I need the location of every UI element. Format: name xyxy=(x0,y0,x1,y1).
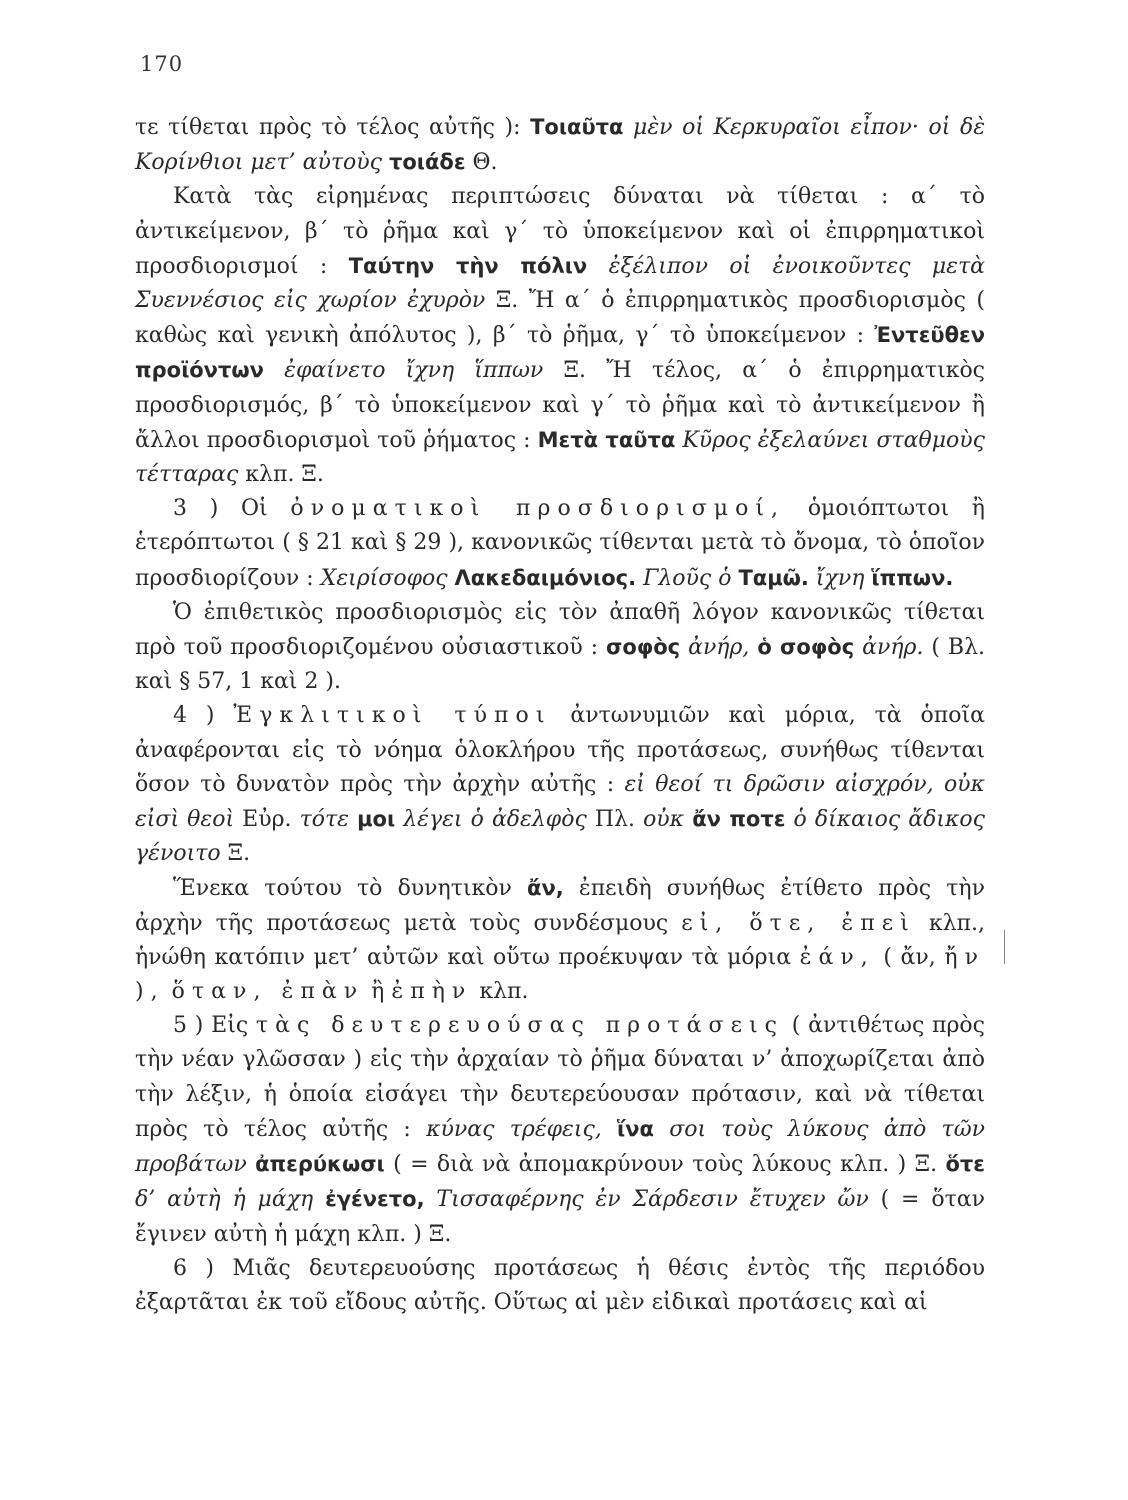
italic-quote: ἐξέλιπον οἱ ἐνοικοῦντες μετὰ Συεννέσιος εἰς χωρίον ἐχυρὸν xyxy=(135,253,985,314)
bold-term: ὅτε xyxy=(945,1152,985,1177)
italic-quote: Τισσαφέρνης ἐν Σάρδεσιν ἔτυχεν ὤν xyxy=(424,1187,869,1213)
text-run: 3 ) Οἱ xyxy=(173,496,291,522)
bold-term: Ταμῶ. xyxy=(738,565,809,590)
text-run: ( = ὅταν ἔγινεν αὐτὴ ἡ μάχη κλπ. ) Ξ. xyxy=(135,1187,985,1247)
text-run: 5 ) Εἰς xyxy=(173,1013,256,1039)
paragraph xyxy=(135,110,985,180)
spaced-term: Ἐγκλιτικοὶ τύποι xyxy=(233,703,552,729)
page-number: 170 xyxy=(140,52,184,76)
italic-quote: ἀνήρ, xyxy=(680,635,758,661)
paragraph xyxy=(135,699,985,871)
bold-term: Ταύτην τὴν πόλιν xyxy=(348,253,588,278)
italic-quote: δ’ αὐτὴ ἡ μάχη xyxy=(135,1187,326,1213)
text-run: ἐπειδὴ συνήθως ἐτίθετο πρὸς τὴν ἀρχὴν τῆς προτάσεως μετὰ τοὺς συνδέσμους xyxy=(135,876,985,936)
italic-quote: ἐφαίνετο ἴχνη ἵππων xyxy=(263,358,544,384)
text-run: Εὐρ. xyxy=(234,807,300,833)
italic-quote: τότε xyxy=(299,807,358,833)
margin-mark xyxy=(1004,930,1005,964)
bold-term: Τοιαῦτα xyxy=(530,115,624,139)
bold-term: μοι xyxy=(357,807,396,832)
text-run: ( Βλ. καὶ § 57, 1 καὶ 2 ). xyxy=(135,635,986,695)
text-run: ( ἄν, xyxy=(874,944,945,970)
bold-term: σοφὸς xyxy=(606,635,681,660)
bold-term: ἀπερύκωσι xyxy=(255,1152,385,1177)
italic-quote: ἴχνη xyxy=(808,565,872,591)
spaced-term: ὀνοματικοὶ προσδιορισμοί, xyxy=(290,496,786,522)
bold-term: ἵνα xyxy=(617,1116,654,1141)
italic-quote: ὁ δίκαιος ἄδικος γένοιτο xyxy=(135,807,985,867)
text-run: κλπ. xyxy=(472,979,529,1005)
bold-term: Ἐντεῦθεν προϊόντων xyxy=(135,323,985,383)
text-run: Ὁ ἐπιθετικὸς προσδιορισμὸς εἰς τὸν ἀπαθῆ λόγον κανονικῶς τίθεται πρὸ τοῦ προσδιοριζομένου οὐσιαστικοῦ : xyxy=(135,599,985,661)
text-run: τε τίθεται πρὸς τὸ τέλος αὐτῆς ): xyxy=(135,115,531,140)
text-run: κλπ. Ξ. xyxy=(238,462,324,488)
paragraph xyxy=(135,1009,985,1251)
spaced-term: εἰ, ὅτε, ἐπεὶ xyxy=(681,910,916,936)
italic-quote: Χειρίσοφος xyxy=(320,565,455,591)
text-run: ὁμοιόπτωτοι ἢ ἑτερόπτωτοι ( § 21 καὶ § 29 ), κανονικῶς τίθενται μετὰ τὸ ὄνομα, τὸ ὁποῖον προσδιορίζουν : xyxy=(135,496,985,591)
bold-term: ἄν ποτε xyxy=(692,807,786,832)
text-run: 4 ) xyxy=(173,703,234,729)
text-run: Ξ. Ἤ α΄ ὁ ἐπιρρηματικὸς προσδιορισμὸς ( καθὼς καὶ γενικὴ ἀπόλυτος ), β΄ τὸ ῥῆμα, γ΄ τὸ ὑποκείμενον : xyxy=(135,288,985,349)
text-run: Πλ. xyxy=(586,807,644,833)
bold-term: ἵππων. xyxy=(871,565,954,590)
bold-term: τοιάδε xyxy=(388,150,466,175)
bold-term: Λακεδαιμόνιος. xyxy=(454,565,637,590)
spaced-term: ὅταν, ἐπὰν xyxy=(171,979,365,1005)
bold-term: ὁ σοφὸς xyxy=(757,635,855,660)
italic-quote: Κῦρος ἐξελαύνει σταθμοὺς τέτταρας xyxy=(135,427,985,488)
italic-quote: ἀνήρ. xyxy=(854,635,924,661)
italic-quote: εἰ θεοί τι δρῶσιν αἰσχρόν, οὐκ εἰσὶ θεοὶ xyxy=(135,771,985,833)
text-run: ἢ xyxy=(364,979,392,1005)
italic-quote: Γλοῦς ὁ xyxy=(636,565,739,591)
text-run: Θ. xyxy=(465,150,498,176)
paragraph xyxy=(135,596,985,700)
text-run: κλπ., ἡνώθη κατόπιν μετ’ αὐτῶν καὶ οὕτω προέκυψαν τὰ μόρια xyxy=(135,910,985,970)
text-run xyxy=(165,979,172,1004)
body-text xyxy=(135,110,985,1320)
bold-term: ἐγένετο, xyxy=(325,1187,425,1212)
italic-quote: λέγει ὁ ἀδελφὸς xyxy=(395,807,587,833)
spaced-term: ἤν ), xyxy=(135,944,985,1005)
italic-quote: οὐκ xyxy=(643,807,693,833)
text-run: ἀντωνυμιῶν καὶ μόρια, τὰ ὁποῖα ἀναφέρονται εἰς τὸ νόημα ὁλοκλήρου τῆς προτάσεως, συνήθως τίθενται ὅσον τὸ δυνατὸν πρὸς τὴν ἀρχὴν αὐτῆς : xyxy=(135,703,985,797)
paragraph xyxy=(135,871,985,1009)
paragraph xyxy=(135,180,985,492)
spaced-term: τὰς δευτερευούσας προτάσεις xyxy=(255,1013,785,1039)
text-run: Ξ. xyxy=(220,841,251,867)
text-run: Κατὰ τὰς εἰρημένας περιπτώσεις δύναται νὰ τίθεται : α΄ τὸ ἀντικείμενον, β΄ τὸ ῥῆμα καὶ γ΄ τὸ ὑποκείμενον καὶ οἱ ἐπιρρηματικοὶ προσδιορισμοί : xyxy=(135,184,985,279)
text-run: Ξ. Ἤ τέλος, α΄ ὁ ἐπιρρηματικὸς προσδιορισμός, β΄ τὸ ὑποκείμενον καὶ γ΄ τὸ ῥῆμα καὶ τὸ ἀντικείμενον ἢ ἄλλοι προσδιορισμοὶ τοῦ ῥήματος : xyxy=(135,358,986,453)
spaced-term: ἐπὴν xyxy=(391,979,473,1005)
text-run: Ἕνεκα τούτου τὸ δυνητικὸν xyxy=(173,876,528,902)
italic-quote: μὲν οἱ Κερκυραῖοι εἶπον· οἱ δὲ Κορίνθιοι μετ’ αὐτοὺς xyxy=(135,115,985,176)
italic-quote: τῶν προβάτων xyxy=(135,1116,986,1178)
paragraph xyxy=(135,492,985,596)
spaced-term: ἐάν, xyxy=(799,944,875,970)
text-run: ( ἀντιθέτως πρὸς τὴν νέαν γλῶσσαν ) εἰς τὴν ἀρχαίαν τὸ ῥῆμα δύναται ν’ ἀποχωρίζεται ἀπὸ τὴν λέξιν, ἡ ὁποία εἰσάγει τὴν δευτερεύουσαν πρότασιν, καὶ νὰ τίθεται πρὸς τὸ τέλος αὐτῆς : xyxy=(135,1013,985,1142)
paragraph xyxy=(135,1252,985,1320)
italic-quote: σοι τοὺς λύκους ἀπὸ xyxy=(653,1116,942,1142)
bold-term: ἄν, xyxy=(527,876,564,901)
bold-term: Μετὰ ταῦτα xyxy=(537,427,676,452)
text-run: ( = διὰ νὰ ἀπομακρύνουν τοὺς λύκους κλπ. ) Ξ. xyxy=(384,1152,946,1178)
text-run: 6 ) Μιᾶς δευτερευούσης προτάσεως ἡ θέσις ἐντὸς τῆς περιόδου ἐξαρτᾶται ἐκ τοῦ εἴδους αὐτῆς. Οὕτως αἱ μὲν εἰδικαὶ προτάσεις καὶ αἱ xyxy=(135,1255,985,1315)
italic-quote: κύνας τρέφεις, xyxy=(426,1116,618,1142)
